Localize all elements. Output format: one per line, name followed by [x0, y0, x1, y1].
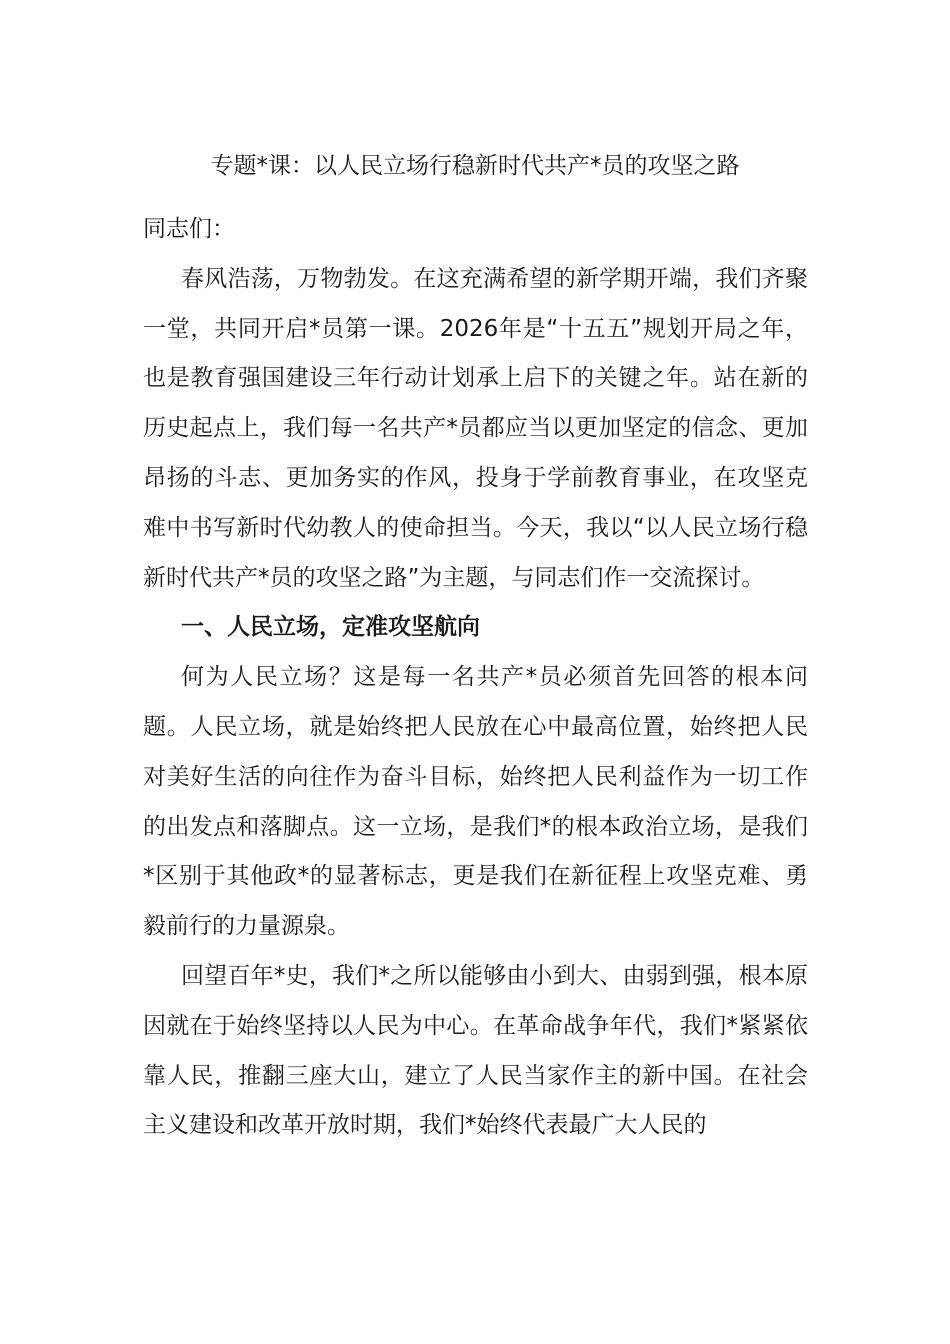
document-title: 专题*课：以人民立场行稳新时代共产*员的攻坚之路	[210, 153, 740, 179]
salutation: 同志们：	[143, 216, 235, 242]
intro-paragraph: 春风浩荡，万物勃发。在这充满希望的新学期开端，我们齐聚一堂，共同开启*员第一课。2026年是“十五五”规划开局之年，也是教育强国建设三年行动计划承上启下的关键之年。站在新的历史起点上，我们每一名共产*员都应当以更加坚定的信念、更加昂扬的斗志、更加务实的作风，投身于学前教育事业，在攻坚克难中书写新时代幼教人的使命担当。今天，我以“以人民立场行稳新时代共产*员的攻坚之路”为主题，与同志们作一交流探讨。	[143, 265, 808, 591]
section-paragraph-1: 何为人民立场？这是每一名共产*员必须首先回答的根本问题。人民立场，就是始终把人民放在心中最高位置，始终把人民对美好生活的向往作为奋斗目标，始终把人民利益作为一切工作的出发点和落脚点。这一立场，是我们*的根本政治立场，是我们*区别于其他政*的显著标志，更是我们在新征程上攻坚克难、勇毅前行的力量源泉。	[143, 664, 808, 940]
document-body	[143, 205, 808, 1151]
section-paragraph-2: 回望百年*史，我们*之所以能够由小到大、由弱到强，根本原因就在于始终坚持以人民为中心。在革命战争年代，我们*紧紧依靠人民，推翻三座大山，建立了人民当家作主的新中国。在社会主义建设和改革开放时期，我们*始终代表最广大人民的	[143, 962, 808, 1139]
section-heading: 一、人民立场，定准攻坚航向	[181, 614, 480, 641]
